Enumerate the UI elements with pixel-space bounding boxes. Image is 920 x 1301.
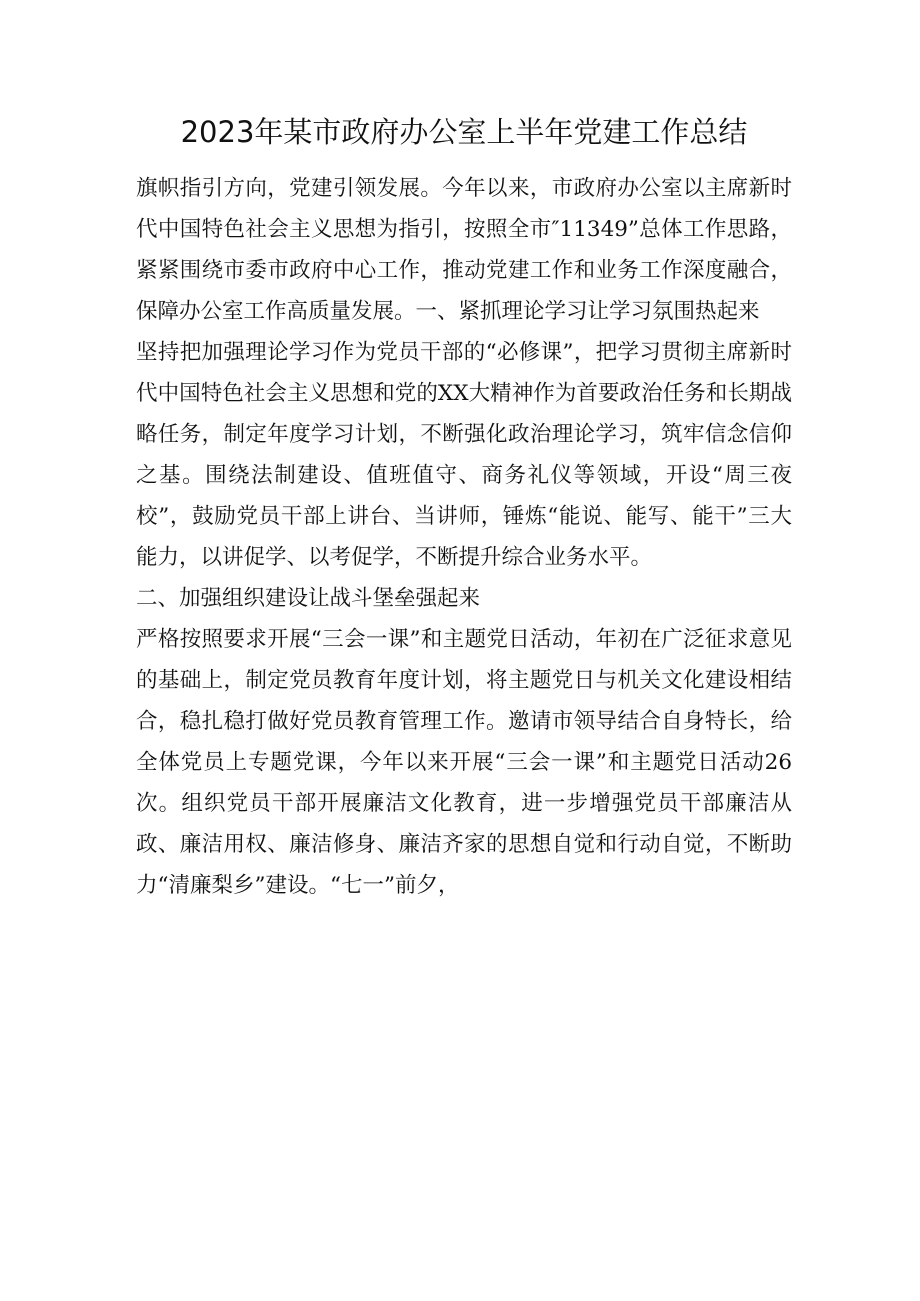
paragraph-intro: 旗帜指引方向，党建引领发展。今年以来，市政府办公室以主席新时代中国特色社会主义思想为指引，按照全市″11349”总体工作思路，紧紧围绕市委市政府中心工作，推动党建工作和业务工作深度融合，保障办公室工作高质量发展。一、紧抓理论学习让学习氛围热起来: [136, 176, 792, 324]
document-title: 2023年某市政府办公室上半年党建工作总结: [180, 115, 748, 149]
paragraph-theory-study: 坚持把加强理论学习作为党员干部的“必修课”，把学习贯彻主席新时代中国特色社会主义思想和党的XX大精神作为首要政治任务和长期战略任务，制定年度学习计划，不断强化政治理论学习，筑牢信念信仰之基。围绕法制建设、值班值守、商务礼仪等领域，开设“周三夜校”，鼓励党员干部上讲台、当讲师，锤炼“能说、能写、能干”三大能力，以讲促学、以考促学，不断提升综合业务水平。: [136, 340, 792, 570]
paragraph-organization: 严格按照要求开展“三会一课”和主题党日活动，年初在广泛征求意见的基础上，制定党员教育年度计划，将主题党日与机关文化建设相结合，稳扎稳打做好党员教育管理工作。邀请市领导结合自身特长，给全体党员上专题党课，今年以来开展“三会一课”和主题党日活动26次。组织党员干部开展廉洁文化教育，进一步增强党员干部廉洁从政、廉洁用权、廉洁修身、廉洁齐家的思想自觉和行动自觉，不断助力“清廉梨乡”建设。“七一”前夕，: [136, 627, 792, 898]
section-heading-organization: 二、加强组织建设让战斗堡垒强起来: [136, 586, 481, 611]
